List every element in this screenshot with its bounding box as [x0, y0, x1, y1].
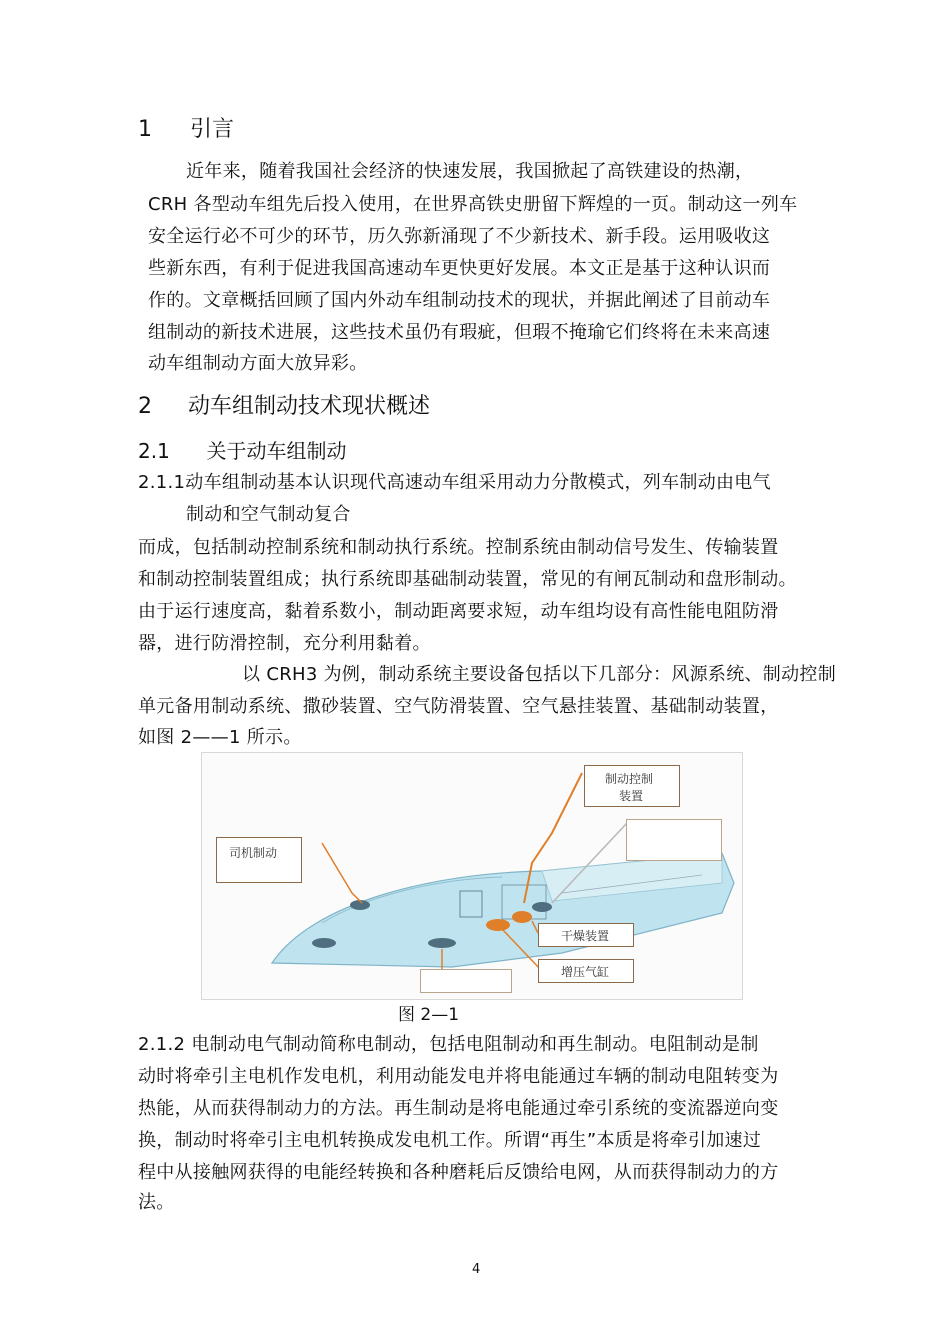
- section-2-number: 2: [138, 394, 152, 419]
- s212-line-5: 程中从接触网获得的电能经转换和各种磨耗后反馈给电网，从而获得制动力的方: [138, 1162, 779, 1183]
- figure-caption: 图 2—1: [398, 1005, 460, 1025]
- section-2-1-heading: [138, 435, 347, 464]
- intro-line-2: CRH 各型动车组先后投入使用，在世界高铁史册留下辉煌的一页。制动这一列车: [148, 194, 798, 215]
- section-2-heading: [138, 389, 430, 420]
- equipment-front-1: [312, 938, 336, 948]
- crh3-line-3: 如图 2——1 所示。: [138, 727, 302, 748]
- equipment-bogie: [428, 938, 456, 948]
- s212-line-6: 法。: [138, 1192, 175, 1213]
- section-1-heading: [138, 112, 234, 143]
- equipment-unit-c: [532, 902, 552, 912]
- intro-line-6: 组制动的新技术进展，这些技术虽仍有瑕疵，但瑕不掩瑜它们终将在未来高速: [148, 322, 771, 343]
- intro-line-5: 作的。文章概括回顾了国内外动车组制动技术的现状，并据此阐述了目前动车: [148, 290, 771, 311]
- label-dryer-text: 干燥装置: [561, 929, 610, 943]
- equipment-unit-b: [512, 911, 532, 923]
- s212-line-4: 换，制动时将牵引主电机转换成发电机工作。所谓“再生”本质是将牵引加速过: [138, 1130, 762, 1151]
- label-top-right-faded: [626, 819, 722, 861]
- s212-line-2: 动时将牵引主电机作发电机，利用动能发电并将电能通过车辆的制动电阻转变为: [138, 1066, 779, 1087]
- s211-body-3: 由于运行速度高，黏着系数小，制动距离要求短，动车组均设有高性能电阻防滑: [138, 601, 779, 622]
- label-cylinder-text: 增压气缸: [561, 965, 610, 979]
- label-brake-control: [584, 765, 680, 807]
- label-driver-brake: [216, 837, 302, 883]
- label-bottom-faded: [420, 969, 512, 993]
- s211-body-1: 而成，包括制动控制系统和制动执行系统。控制系统由制动信号发生、传输装置: [138, 537, 779, 558]
- page-number: 4: [472, 1262, 481, 1277]
- section-2-title: 动车组制动技术现状概述: [188, 394, 431, 419]
- section-1-number: 1: [138, 117, 152, 142]
- s212-line-1: 2.1.2 电制动电气制动简称电制动，包括电阻制动和再生制动。电阻制动是制: [138, 1034, 759, 1055]
- crh3-line-1: 以 CRH3 为例，制动系统主要设备包括以下几部分：风源系统、制动控制: [242, 664, 837, 685]
- label-dryer: [538, 923, 634, 947]
- label-brake-control-line-1: 制动控制: [605, 772, 654, 786]
- label-cylinder: [538, 959, 634, 983]
- equipment-unit-a: [486, 919, 510, 931]
- intro-line-4: 些新东西，有利于促进我国高速动车更快更好发展。本文正是基于这种认识而: [148, 258, 771, 279]
- s211-line-1: 2.1.1动车组制动基本认识现代高速动车组采用动力分散模式，列车制动由电气: [138, 472, 771, 493]
- section-2-1-title: 关于动车组制动: [206, 439, 347, 463]
- s211-body-4: 器，进行防滑控制，充分利用黏着。: [138, 633, 431, 654]
- figure-brake-system: [201, 752, 743, 1000]
- intro-line-3: 安全运行必不可少的环节，历久弥新涌现了不少新技术、新手段。运用吸收这: [148, 226, 771, 247]
- s211-body-2: 和制动控制装置组成；执行系统即基础制动装置，常见的有闸瓦制动和盘形制动。: [138, 569, 797, 590]
- section-1-title: 引言: [190, 117, 235, 142]
- s212-line-3: 热能，从而获得制动力的方法。再生制动是将电能通过牵引系统的变流器逆向变: [138, 1098, 779, 1119]
- leader-driver-brake: [322, 843, 362, 903]
- section-2-1-number: 2.1: [138, 439, 170, 463]
- label-brake-control-line-2: 装置: [619, 789, 644, 803]
- intro-line-1: 近年来，随着我国社会经济的快速发展，我国掀起了高铁建设的热潮，: [186, 161, 754, 182]
- s211-line-2: 制动和空气制动复合: [186, 504, 351, 525]
- label-driver-brake-line-1: 司机制动: [229, 846, 278, 860]
- intro-line-7: 动车组制动方面大放异彩。: [148, 353, 368, 374]
- crh3-line-2: 单元备用制动系统、撒砂装置、空气防滑装置、空气悬挂装置、基础制动装置，: [138, 696, 779, 717]
